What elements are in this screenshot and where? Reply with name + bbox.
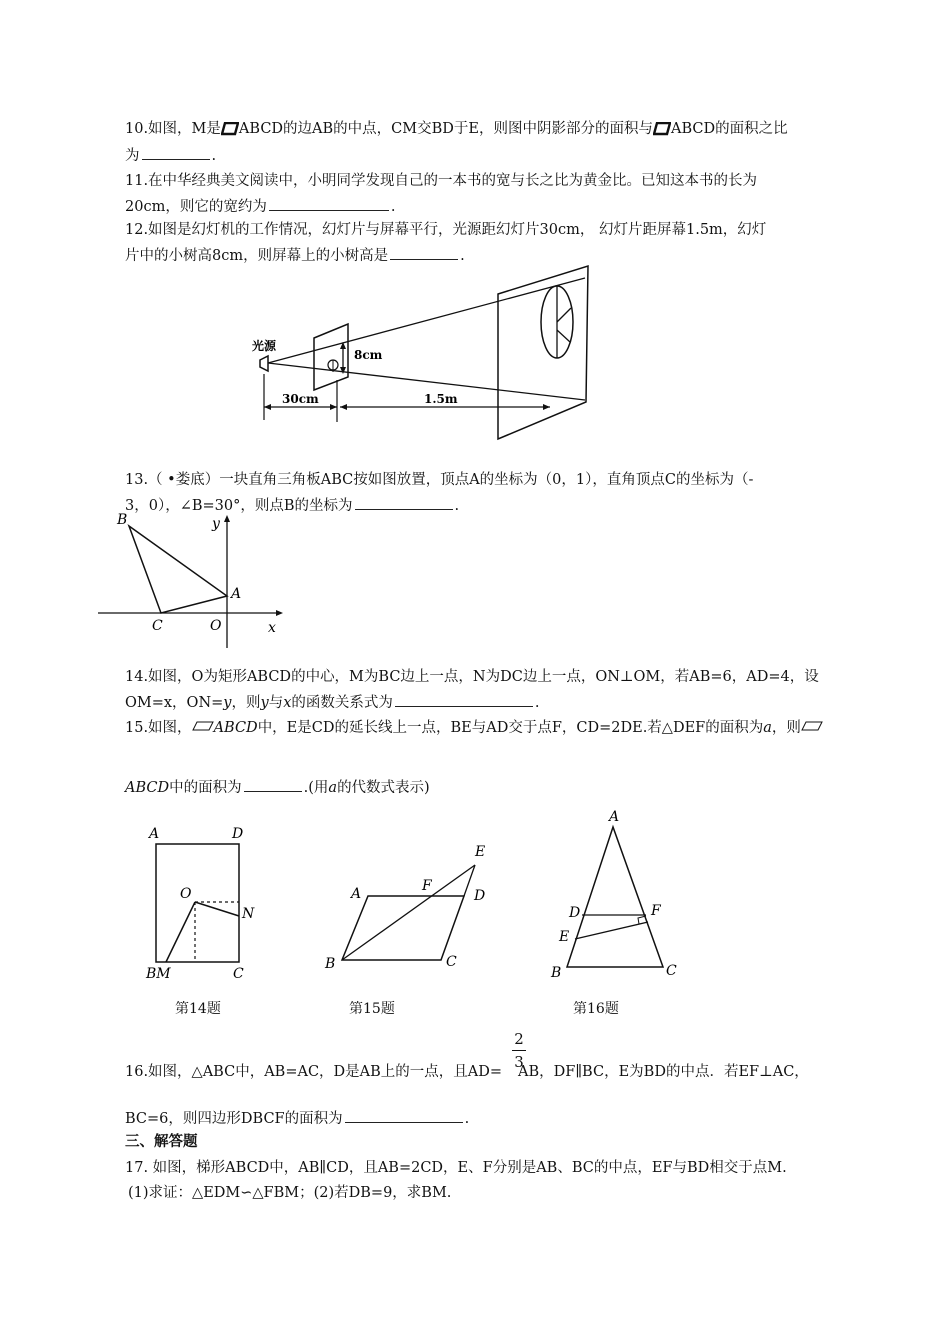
- label-d: D: [474, 888, 486, 904]
- q16-text-a: 16.如图，△ABC中，AB=AC，D是AB上的一点，且AD=: [125, 1064, 503, 1080]
- q16-text-b: AB，DF∥BC，E为BD的中点．若EF⊥AC，: [518, 1064, 809, 1080]
- q14-text-a: OM=x，ON=: [125, 695, 224, 711]
- label-a: A: [149, 826, 160, 842]
- q17-line1: 17. 如图，梯形ABCD中，AB∥CD，且AB=2CD，E、F分别是AB、BC的中点，EF与BD相交于点M.: [125, 1160, 787, 1176]
- segment-ef: [575, 922, 648, 939]
- label-b: B: [551, 965, 562, 981]
- figure-14-caption: 第14题: [175, 1001, 221, 1017]
- q15-abcd-2: ABCD: [125, 780, 170, 796]
- answer-blank[interactable]: [345, 1108, 463, 1123]
- light-source-icon: [260, 356, 268, 371]
- figure-16-caption: 第16题: [573, 1001, 619, 1017]
- q15-text-a: 15.如图，: [125, 720, 192, 736]
- q14-line1: 14.如图，O为矩形ABCD的中心，M为BC边上一点，N为DC边上一点，ON⊥OM，若AB=6，AD=4，设: [125, 669, 819, 685]
- distance1-label: 30cm: [282, 392, 319, 406]
- label-c: C: [233, 966, 244, 982]
- height-label: 8cm: [354, 348, 383, 362]
- label-f: F: [651, 903, 661, 919]
- q14-text-d: 的函数关系式为: [291, 695, 393, 711]
- parallelogram-figure: [318, 838, 498, 978]
- rectangle-figure: [140, 822, 270, 982]
- label-bm: BM: [146, 966, 171, 982]
- q14-text-e: .: [534, 695, 540, 711]
- label-a: A: [609, 809, 620, 825]
- q15-text-d: ，则: [771, 720, 801, 736]
- q11-text-b: .: [390, 199, 396, 215]
- q16-line2: [125, 1108, 469, 1129]
- q15-text-g: 的代数式表示): [337, 780, 430, 796]
- q15-text-e: 中的面积为: [169, 780, 242, 796]
- segment-on: [195, 902, 239, 916]
- triangle-abc: [129, 526, 227, 613]
- q15-text-c: 中，E是CD的延长线上一点，BE与AD交于点F，CD=2DE.若△DEF的面积为: [257, 720, 764, 736]
- q10-line1: [125, 119, 788, 139]
- label-o: O: [180, 886, 192, 902]
- segment-om: [166, 902, 195, 962]
- q15-line2: [125, 777, 430, 798]
- q12-text-b: .: [460, 248, 465, 264]
- answer-blank[interactable]: [355, 495, 453, 510]
- distance2-label: 1.5m: [424, 392, 458, 406]
- q10-text-c: ABCD的面积之比: [670, 121, 788, 137]
- section-heading: 三、解答题: [125, 1134, 198, 1150]
- answer-blank[interactable]: [244, 777, 302, 792]
- parallelogram-icon: [653, 124, 671, 134]
- coordinate-figure: [95, 510, 295, 650]
- projector-figure: [250, 262, 595, 442]
- label-f: F: [422, 878, 432, 894]
- label-b: B: [117, 512, 128, 528]
- label-d: D: [232, 826, 244, 842]
- q14-var-y2: y: [260, 695, 269, 711]
- light-source-label: 光源: [252, 339, 277, 353]
- answer-blank[interactable]: [395, 692, 533, 707]
- label-o: O: [210, 618, 222, 634]
- label-d: D: [569, 905, 581, 921]
- answer-blank[interactable]: [142, 145, 210, 160]
- q14-line2: [125, 692, 540, 713]
- q10-line2: [125, 145, 216, 166]
- q14-text-c: 与: [268, 695, 284, 711]
- fraction-denominator: 3: [514, 1053, 524, 1071]
- label-n: N: [242, 906, 255, 922]
- parallelogram-icon: [192, 723, 214, 733]
- q13-line1: 13.（ •娄底）一块直角三角板ABC按如图放置，顶点A的坐标为（0，1），直角顶点C的坐标为（-: [125, 472, 754, 488]
- q14-var-x: x: [283, 695, 292, 711]
- q12-line1: 12.如图是幻灯机的工作情况，幻灯片与屏幕平行，光源距幻灯片30cm， 幻灯片距屏幕1.5m，幻灯: [125, 222, 767, 238]
- label-x: x: [268, 620, 276, 636]
- label-c: C: [152, 618, 163, 634]
- parallelogram-abcd: [342, 896, 464, 960]
- label-a: A: [351, 886, 362, 902]
- q11-line1: 11.在中华经典美文阅读中，小明同学发现自己的一本书的宽与长之比为黄金比。已知这本书的长为: [125, 173, 758, 189]
- screen-shape: [498, 266, 588, 439]
- triangle-abc: [567, 827, 663, 967]
- q14-text-b: ，则: [231, 695, 261, 711]
- q15-text-f: .(用: [303, 780, 329, 796]
- q10-text-e: .: [211, 148, 217, 164]
- fraction-numerator: 2: [514, 1030, 524, 1048]
- label-y: y: [212, 516, 220, 532]
- q15-line1: [125, 718, 823, 738]
- q16-text-d: .: [464, 1111, 470, 1127]
- q17-line2: (1)求证：△EDM∽△FBM；(2)若DB=9，求BM.: [128, 1185, 452, 1201]
- q15-var-a2: a: [328, 780, 338, 796]
- figure-15-caption: 第15题: [349, 1001, 395, 1017]
- q10-text-a: 10.如图，M是: [125, 121, 221, 137]
- q16-text-c: BC=6，则四边形DBCF的面积为: [125, 1111, 343, 1127]
- q15-var-a: a: [763, 720, 772, 736]
- q11-line2: [125, 196, 395, 217]
- label-e: E: [559, 929, 570, 945]
- q10-text-b: ABCD的边AB的中点，CM交BD于E，则图中阴影部分的面积与: [238, 121, 653, 137]
- label-b: B: [325, 956, 336, 972]
- triangle-figure: [545, 805, 695, 985]
- parallelogram-icon: [801, 723, 823, 733]
- q13-text-b: .: [454, 498, 460, 514]
- q12-text-a: 片中的小树高8cm，则屏幕上的小树高是: [125, 248, 389, 264]
- parallelogram-icon: [221, 124, 239, 134]
- answer-blank[interactable]: [390, 245, 458, 260]
- q14-var-y: y: [223, 695, 232, 711]
- q15-abcd: ABCD: [213, 720, 258, 736]
- q10-text-d: 为: [125, 148, 140, 164]
- label-e: E: [475, 844, 486, 860]
- label-c: C: [666, 963, 677, 979]
- q13-text-a: 3，0），∠B=30°，则点B的坐标为: [125, 498, 353, 514]
- answer-blank[interactable]: [269, 196, 389, 211]
- q16-line1: [125, 1062, 809, 1082]
- q11-text-a: 20cm，则它的宽约为: [125, 199, 267, 215]
- label-a: A: [231, 586, 242, 602]
- label-c: C: [446, 954, 457, 970]
